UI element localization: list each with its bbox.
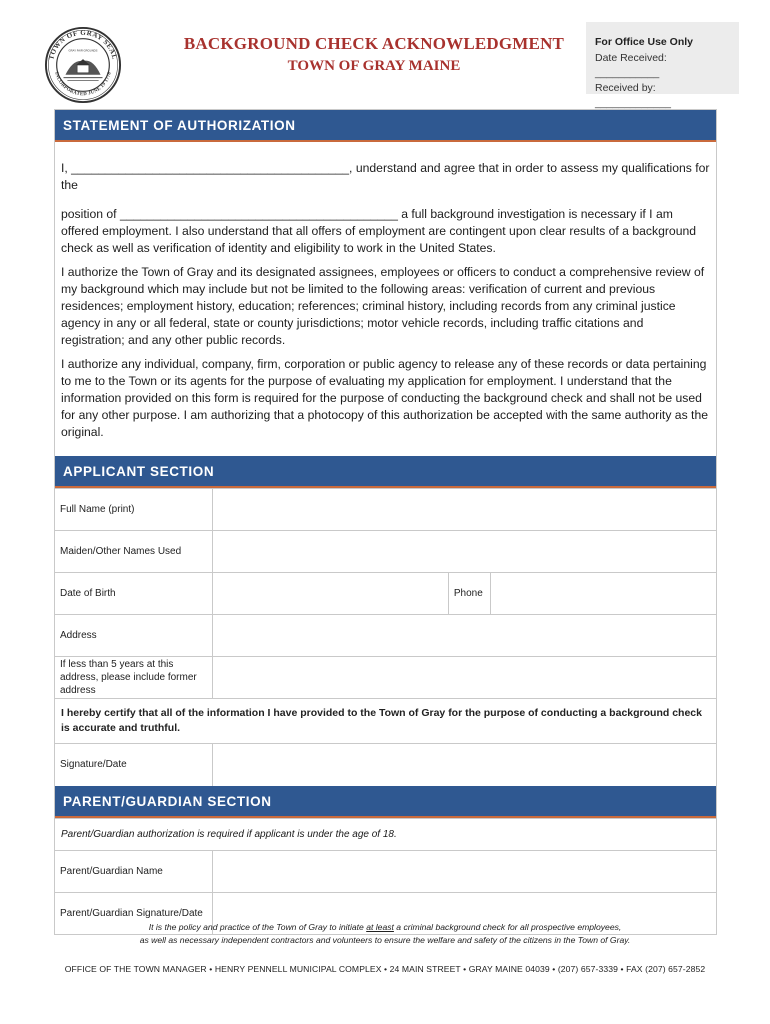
maiden-names-field[interactable] xyxy=(212,531,716,573)
seal-top-text: TOWN OF GRAY SEAL xyxy=(47,28,119,61)
phone-label: Phone xyxy=(448,573,490,615)
date-received-line: Date Received: ___________ xyxy=(595,52,667,79)
applicant-section-header xyxy=(55,456,716,488)
footer-contact: OFFICE OF THE TOWN MANAGER • HENRY PENNELL MUNICIPAL COMPLEX • 24 MAIN STREET • GRAY MAINE 04039 • (207) 657-3339 • FAX (207) 657-2852 xyxy=(64,964,706,974)
policy-line-2: as well as necessary independent contractors and volunteers to ensure the welfare and safety of the citizens in the Town of Gray. xyxy=(139,935,631,945)
document-title xyxy=(150,34,598,76)
town-seal-logo xyxy=(44,26,122,104)
statement-heading: STATEMENT OF AUTHORIZATION xyxy=(63,118,296,133)
date-of-birth-field[interactable] xyxy=(212,573,448,615)
signature-date-label: Signature/Date xyxy=(55,744,212,786)
address-field[interactable] xyxy=(212,615,716,657)
applicant-table xyxy=(55,488,716,786)
applicant-heading: APPLICANT SECTION xyxy=(63,464,215,479)
statement-section-header xyxy=(55,110,716,142)
full-name-field[interactable] xyxy=(212,489,716,531)
statement-line-position: position of _________________________________________ a full background investigation is necessary if I am offered employment. I also understand that all offers of employment are contingent upon clear results of a background check as well as verification of identity and eligibility to work in the United States. xyxy=(61,207,697,255)
date-of-birth-label: Date of Birth xyxy=(55,573,212,615)
policy-statement xyxy=(60,921,710,947)
guardian-note: Parent/Guardian authorization is required if applicant is under the age of 18. xyxy=(55,818,716,850)
guardian-signature-label: Parent/Guardian Signature/Date xyxy=(55,892,212,934)
statement-line-name: I, _________________________________________, understand and agree that in order to assess my qualifications for the xyxy=(61,161,710,192)
policy-underlined: at least xyxy=(366,922,394,932)
office-use-box xyxy=(586,22,739,109)
title-line-1: BACKGROUND CHECK ACKNOWLEDGMENT xyxy=(183,34,565,53)
form-frame xyxy=(54,109,717,935)
guardian-name-label: Parent/Guardian Name xyxy=(55,850,212,892)
policy-text-1: It is the policy and practice of the Town of Gray to initiate xyxy=(148,922,367,932)
full-name-label: Full Name (print) xyxy=(55,489,212,531)
certification-statement: I hereby certify that all of the information I have provided to the Town of Gray for the purpose of conducting a background check is accurate and truthful. xyxy=(55,699,716,744)
maiden-names-label: Maiden/Other Names Used xyxy=(55,531,212,573)
former-address-field[interactable] xyxy=(212,657,716,699)
former-address-label: If less than 5 years at this address, please include former address xyxy=(55,657,212,699)
signature-date-field[interactable] xyxy=(212,744,716,786)
title-line-2: TOWN OF GRAY MAINE xyxy=(287,58,461,74)
guardian-name-field[interactable] xyxy=(212,850,716,892)
guardian-section-header xyxy=(55,786,716,818)
phone-field[interactable] xyxy=(490,573,716,615)
address-label: Address xyxy=(55,615,212,657)
received-by-line: Received by: _____________ xyxy=(595,82,671,109)
seal-bottom-text: INCORPORATED JUNE 19 1778 xyxy=(53,71,113,98)
svg-text:INCORPORATED JUNE 19 1778 xyxy=(53,71,113,97)
statement-paragraph-3: I authorize any individual, company, firm, corporation or public agency to release any of these records or data pertaining to me to the Town or its agents for the purpose of evaluating my application for employment. I understand that the information provided on this form is required for the purpose of conducting the background check and shall not be used for any other purpose. I am authorizing that a photocopy of this authorization be accepted with the same authority as the original. xyxy=(61,357,709,439)
seal-center-text: GRAY FAIR GROUNDS xyxy=(68,49,98,53)
statement-body xyxy=(55,142,716,456)
policy-text-2: a criminal background check for all prospective employees, xyxy=(393,922,622,932)
office-use-heading: For Office Use Only xyxy=(595,36,694,48)
statement-paragraph-2: I authorize the Town of Gray and its designated assignees, employees or officers to conduct a comprehensive review of my background which may include but not be limited to the following areas: verification of current and previous residences; employment history, education; references; criminal history, including records from any criminal justice agency in any or all federal, state or county jurisdictions; motor vehicle records, including traffic citations and registration; and any other public records. xyxy=(61,265,705,347)
guardian-heading: PARENT/GUARDIAN SECTION xyxy=(63,793,272,809)
